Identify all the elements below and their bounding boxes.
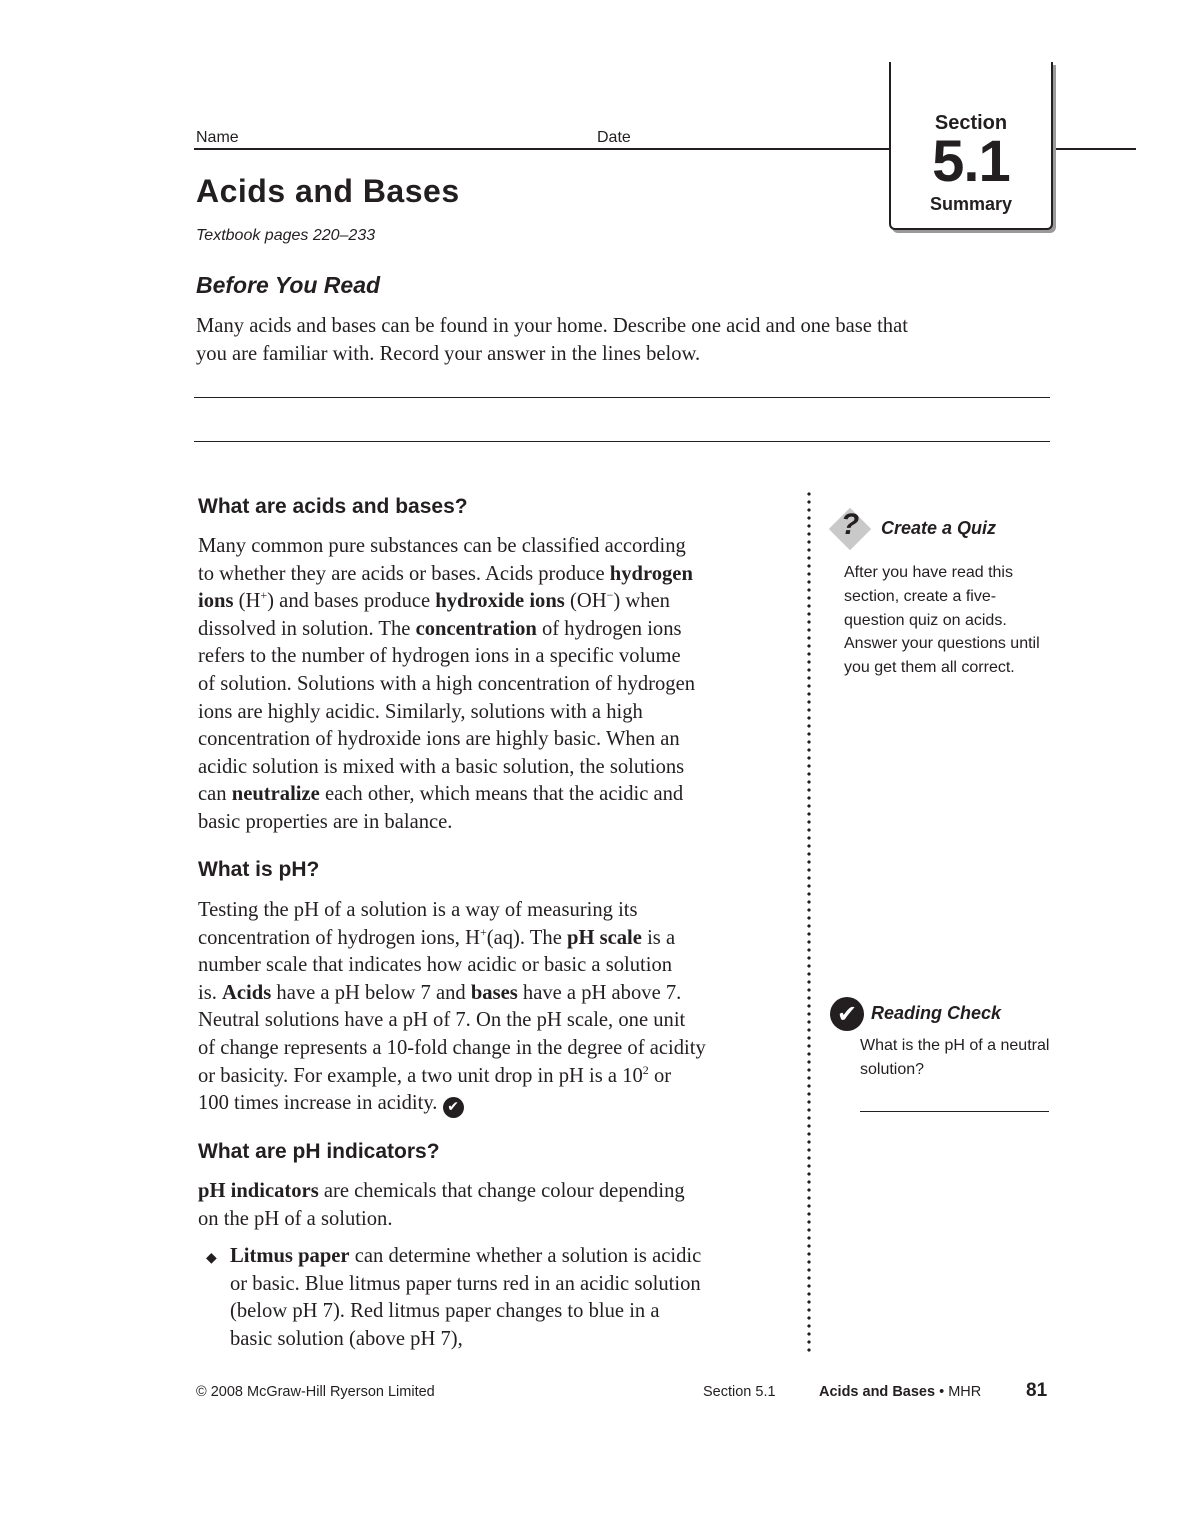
text-line: or basicity. For example, a two unit drop in pH is a $10^2$ or [198, 1062, 672, 1087]
text-line: acidic solution is mixed with a basic solution, the solutions [198, 755, 685, 778]
text-line: ions (H+) and bases produce hydroxide ions (OH−) when [198, 588, 670, 613]
text-line: Answer your questions until [844, 635, 1040, 653]
text-line: dissolved in solution. The concentration of hydrogen ions [198, 617, 682, 640]
footer-book [819, 1384, 981, 1400]
text-line: refers to the number of hydrogen ions in a specific volume [198, 645, 681, 668]
text-line: section, create a five- [844, 587, 997, 605]
answer-line-1[interactable] [194, 397, 1050, 398]
create-quiz-heading: Create a Quiz [881, 518, 997, 538]
create-quiz-text [844, 561, 1054, 680]
page-title: Acids and Bases [196, 173, 460, 209]
footer-bullet: • [939, 1384, 945, 1400]
text-line: concentration of hydroxide ions are highly basic. When an [198, 728, 680, 751]
text-line: is. Acids have a pH below 7 and bases have a pH above 7. [198, 981, 682, 1004]
text-line: Neutral solutions have a pH of 7. On the pH scale, one unit [198, 1009, 686, 1032]
reading-check-marker-icon: ✔ [443, 1097, 464, 1118]
reading-check-answer-line[interactable] [860, 1111, 1049, 1112]
before-you-read-heading: Before You Read [196, 272, 381, 298]
question-mark-icon: ? [840, 508, 860, 541]
text-line: 100 times increase in acidity. ✔ [198, 1090, 798, 1118]
text-line: Testing the pH of a solution is a way of measuring its [198, 899, 638, 921]
indicators-paragraph [198, 1178, 798, 1233]
page-number: 81 [1026, 1380, 1048, 1401]
text-line: After you have read this [844, 564, 1013, 581]
text-line: solution? [860, 1060, 925, 1078]
indicators-heading: What are pH indicators? [198, 1140, 440, 1163]
section-badge [889, 62, 1053, 230]
litmus-bullet [230, 1243, 800, 1353]
footer-publisher: MHR [948, 1384, 982, 1400]
text-line: of solution. Solutions with a high concentration of hydrogen [198, 672, 696, 695]
text-line: question quiz on acids. [844, 611, 1007, 629]
footer-section: Section 5.1 [703, 1384, 776, 1400]
section-type: Summary [929, 194, 1013, 214]
name-label: Name [196, 129, 239, 146]
section-number: 5.1 [932, 129, 1010, 194]
margin-divider [807, 490, 811, 1352]
ph-heading: What is pH? [198, 858, 320, 881]
text-line: of change represents a 10-fold change in the degree of acidity [198, 1036, 706, 1059]
before-you-read-text [196, 313, 1066, 368]
text-line: Litmus paper can determine whether a solution is acidic [230, 1245, 702, 1267]
acids-bases-paragraph [198, 533, 798, 837]
ph-paragraph [198, 897, 798, 1118]
text-line: pH indicators are chemicals that change colour depending [198, 1180, 685, 1202]
text-line: basic solution (above pH 7), [230, 1327, 463, 1350]
before-you-read-line: you are familiar with. Record your answer in the lines below. [196, 342, 701, 365]
text-line: (below pH 7). Red litmus paper changes to blue in a [230, 1300, 660, 1323]
diamond-bullet-icon: ◆ [206, 1250, 217, 1266]
section-word: Section [934, 112, 1008, 134]
acids-bases-heading: What are acids and bases? [198, 495, 468, 518]
before-you-read-line: Many acids and bases can be found in your home. Describe one acid and one base that [196, 315, 908, 337]
reading-check-text [860, 1034, 1060, 1082]
text-line: can neutralize each other, which means that the acidic and [198, 783, 684, 806]
date-label: Date [597, 129, 631, 146]
footer-book-title: Acids and Bases [819, 1384, 936, 1400]
text-line: ions are highly acidic. Similarly, solutions with a high [198, 700, 643, 723]
text-line: to whether they are acids or bases. Acids produce hydrogen [198, 562, 693, 585]
text-line: on the pH of a solution. [198, 1207, 393, 1230]
name-date-line[interactable] [194, 148, 890, 150]
answer-line-2[interactable] [194, 441, 1050, 442]
reading-check-heading: Reading Check [871, 1003, 1002, 1023]
text-line: Many common pure substances can be classified according [198, 535, 686, 557]
textbook-pages: Textbook pages 220–233 [196, 227, 376, 244]
check-mark-icon: ✔ [830, 997, 864, 1031]
text-line: What is the pH of a neutral [860, 1037, 1050, 1054]
text-line: concentration of hydrogen ions, H+(aq). The pH scale is a [198, 924, 676, 949]
copyright: © 2008 McGraw-Hill Ryerson Limited [196, 1384, 435, 1400]
text-line: or basic. Blue litmus paper turns red in an acidic solution [230, 1272, 701, 1295]
text-line: you get them all correct. [844, 659, 1015, 677]
header-rule-right [1050, 148, 1136, 150]
text-line: number scale that indicates how acidic or basic a solution [198, 954, 673, 977]
text-line: basic properties are in balance. [198, 810, 453, 833]
